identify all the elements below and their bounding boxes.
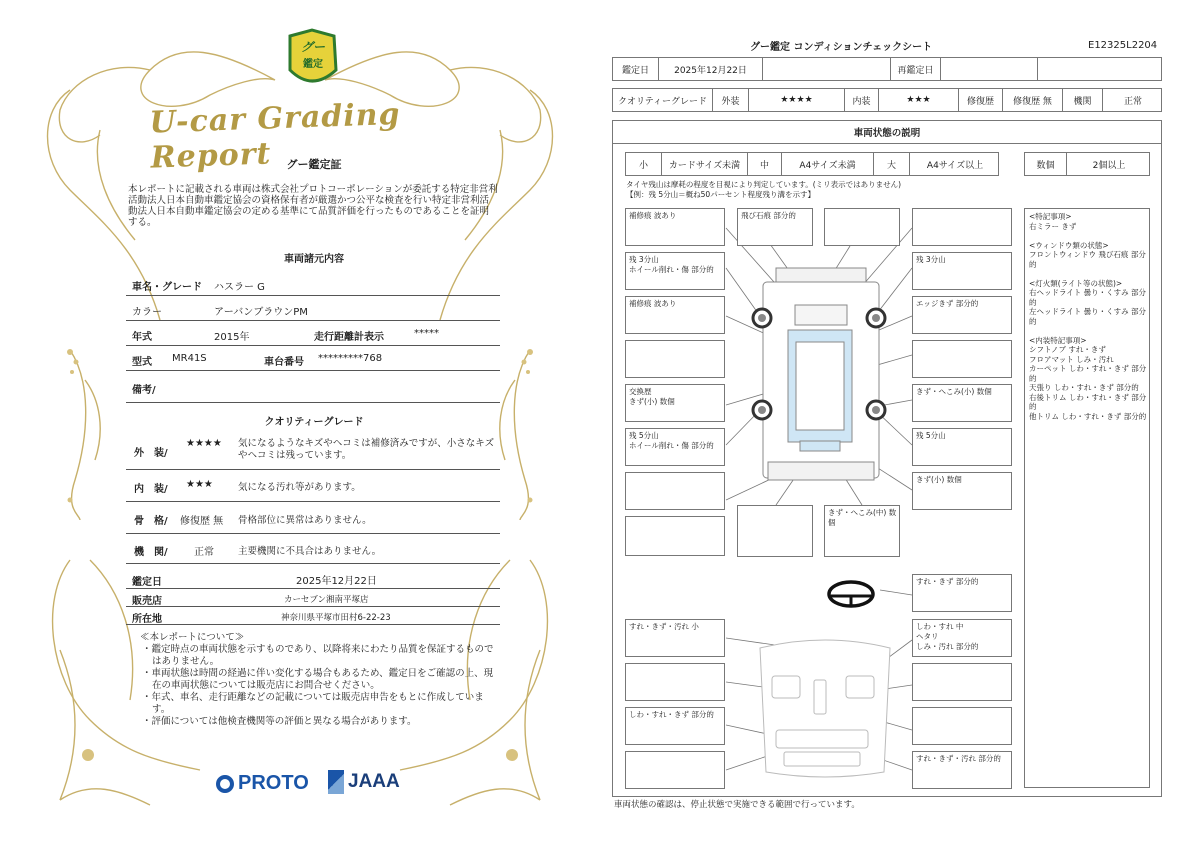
- dealer-value: カーセブン湘南平塚店: [284, 595, 369, 605]
- int-box-left-3: [625, 707, 725, 745]
- repair-label: 修復歴: [959, 89, 1003, 111]
- ext-box-left-3: [625, 296, 725, 334]
- jaaa-logo-text: JAAA: [348, 771, 400, 792]
- report-script-title: U-car Grading Report: [148, 96, 402, 176]
- badge-line1: グー: [300, 40, 325, 54]
- quality-row-frame: [126, 502, 500, 534]
- remarks-label: 備考/: [132, 385, 156, 396]
- ext-box-left-1: [625, 208, 725, 246]
- quality-row-engine: [126, 534, 500, 564]
- ext-box-left-4: [625, 340, 725, 378]
- ext-box-text: 交換歴 きず(小) 数個: [629, 387, 675, 406]
- count-label: 数個: [1025, 153, 1067, 175]
- note-item: ・鑑定時点の車両状態を示すものであり、以降将来にわたり品質を保証するものではありません。: [142, 644, 494, 667]
- proto-mark-icon: [216, 775, 234, 793]
- count-desc: 2個以上: [1092, 160, 1126, 171]
- appraisal-date-label: 鑑定日: [132, 577, 162, 588]
- ext-box-left-2: [625, 252, 725, 290]
- condition-check-sheet: [600, 0, 1200, 848]
- int-box-text: すれ・きず 部分的: [916, 577, 979, 586]
- interior-stars: ★★★: [186, 479, 213, 490]
- reappraisal-label: 再鑑定日: [891, 58, 941, 80]
- name-value: ハスラー G: [214, 282, 265, 293]
- tire-note-2: 【例：残 5分山＝概ね50パーセント程度残り溝を示す】: [626, 190, 816, 199]
- ext-box-text: きず(小) 数個: [916, 475, 962, 484]
- ext-box-top-3: [824, 208, 900, 246]
- size-small-desc: カードサイズ未満: [662, 153, 748, 175]
- year-value: 2015年: [214, 332, 250, 343]
- color-label: カラー: [132, 307, 162, 318]
- int-value: ★★★: [879, 89, 959, 111]
- engine-text: 主要機関に不具合はありません。: [238, 546, 382, 557]
- ext-box-right-5: [912, 384, 1012, 422]
- year-label: 年式: [132, 332, 152, 343]
- ext-box-text: 残 3分山 ホイール削れ・傷 部分的: [629, 255, 714, 274]
- jaaa-mark-icon: [328, 770, 344, 794]
- engine-label: 機 関/: [134, 547, 168, 558]
- note-item: ・年式、車名、走行距離などの記載については販売店申告をもとに作成しています。: [142, 692, 484, 715]
- ext-box-right-1: [912, 208, 1012, 246]
- ext-box-text: きず・へこみ(中) 数個: [828, 508, 897, 527]
- mileage-value: *****: [414, 328, 439, 339]
- int-box-left-1: [625, 619, 725, 657]
- spec-row-color: [126, 296, 500, 321]
- ext-box-right-3: [912, 296, 1012, 334]
- quality-row-interior: [126, 470, 500, 502]
- specs-title: 車両諸元内容: [284, 254, 344, 265]
- condition-title: 車両状態の説明: [612, 120, 1162, 144]
- size-large-desc: A4サイズ以上: [926, 160, 984, 171]
- chassis-value: *********768: [318, 353, 383, 364]
- frame-text: 骨格部位に異常はありません。: [238, 515, 372, 526]
- int-box-right-3: [912, 707, 1012, 745]
- int-box-text: すれ・きず・汚れ 小: [629, 622, 699, 631]
- grade-label: クオリティーグレード: [613, 89, 713, 111]
- notes-title: ≪本レポートについて≫: [140, 632, 245, 643]
- int-box-steering: [912, 574, 1012, 612]
- note-item: ・評価については他検査機関等の評価と異なる場合があります。: [142, 716, 417, 727]
- spec-row-model: [126, 346, 500, 371]
- appraisal-date-row: [126, 568, 500, 589]
- date-value: 2025年12月22日: [659, 58, 763, 80]
- ext-box-right-7: [912, 472, 1012, 510]
- jaaa-logo: [328, 770, 400, 794]
- int-box-right-4: [912, 751, 1012, 789]
- report-notes: [140, 632, 500, 728]
- interior-text: 気になる汚れ等があります。: [238, 482, 361, 493]
- certificate-title: グー鑑定証: [286, 158, 342, 171]
- quality-title: クオリティーグレード: [264, 417, 364, 428]
- ext-box-bottom-2: [737, 505, 813, 557]
- ext-box-text: 飛び石痕 部分的: [741, 211, 796, 220]
- mileage-label: 走行距離計表示: [314, 332, 384, 343]
- goo-badge: [292, 38, 334, 70]
- frame-label: 骨 格/: [134, 516, 168, 527]
- special-notes-panel: [1024, 208, 1150, 788]
- ext-box-right-4: [912, 340, 1012, 378]
- repair-value: 修復歴 無: [1003, 89, 1063, 111]
- int-box-left-2: [625, 663, 725, 701]
- badge-line2: 鑑定: [303, 59, 323, 70]
- ext-box-text: 補修痕 波あり: [629, 299, 677, 308]
- model-value: MR41S: [172, 353, 207, 364]
- ext-value: ★★★★: [749, 89, 845, 111]
- proto-logo: [216, 772, 309, 795]
- ext-box-text: きず・へこみ(小) 数個: [916, 387, 992, 396]
- size-small: 小: [626, 153, 662, 175]
- spec-row-remarks: [126, 371, 500, 403]
- ext-box-text: 残 5分山: [916, 431, 946, 440]
- ext-box-bottom-1: [625, 516, 725, 556]
- size-mid: 中: [748, 153, 782, 175]
- address-value: 神奈川県平塚市田村6-22-23: [281, 613, 391, 623]
- engine-value-r: 正常: [1123, 96, 1142, 107]
- exterior-stars: ★★★★: [186, 438, 222, 449]
- ext-box-right-2: [912, 252, 1012, 290]
- interior-label: 内 装/: [134, 484, 168, 495]
- date-label: 鑑定日: [613, 58, 659, 80]
- engine-label-r: 機関: [1063, 89, 1103, 111]
- appraisal-date-value: 2025年12月22日: [296, 576, 377, 587]
- address-label: 所在地: [132, 614, 162, 625]
- int-box-right-2: [912, 663, 1012, 701]
- special-notes-text: <特記事項> 右ミラー きず <ウィンドウ類の状態> フロントウィンドウ 飛び石痕 部分的 <灯火類(ライト等の状態)> 右ヘッドライト 曇り・くすみ 部分的 左ヘッドライト 曇り・くすみ 部分的 <内装特記事項> シフトノブ すれ・きず フロアマット しみ・汚れ カーペット しわ・すれ・きず 部分的 天張り しわ・すれ・きず 部分的 右後トリム しわ・すれ・きず 部分的 他トリム しわ・すれ・きず 部分的: [1029, 212, 1147, 421]
- sheet-title: グー鑑定 コンディションチェックシート: [750, 42, 933, 53]
- ext-box-left-6: [625, 428, 725, 466]
- certificate-intro: 本レポートに記載される車両は株式会社プロトコーポレーションが委託する特定非営利活動法人日本自動車鑑定協会の資格保有者が厳選かつ公平な検査を行い特定非営利活動法人日本自動車鑑定協会の定める基準にて品質評価を行ったものであることを証明する。: [128, 184, 498, 228]
- int-box-right-1: [912, 619, 1012, 657]
- int-label: 内装: [845, 89, 879, 111]
- model-label: 型式: [132, 357, 152, 368]
- ext-box-right-6: [912, 428, 1012, 466]
- engine-value: 正常: [194, 547, 214, 558]
- spec-row-year: [126, 321, 500, 346]
- int-box-left-4: [625, 751, 725, 789]
- size-mid-desc: A4サイズ未満: [782, 153, 874, 175]
- ext-box-left-7: [625, 472, 725, 510]
- ext-box-bottom-3: [824, 505, 900, 557]
- ext-box-text: 残 3分山: [916, 255, 946, 264]
- color-value: アーバンブラウンPM: [214, 307, 308, 318]
- int-box-text: すれ・きず・汚れ 部分的: [916, 754, 1001, 763]
- quality-row-exterior: [126, 432, 500, 470]
- ext-label: 外装: [713, 89, 749, 111]
- sheet-id: E12325L2204: [1088, 40, 1158, 51]
- address-row: [126, 607, 500, 625]
- int-box-text: しわ・すれ 中 ヘタリ しみ・汚れ 部分的: [916, 622, 979, 651]
- exterior-label: 外 装/: [134, 448, 168, 459]
- size-large: 大: [874, 153, 910, 175]
- sheet-footer: 車両状態の確認は、停止状態で実施できる範囲で行っています。: [614, 800, 860, 810]
- proto-logo-text: PROTO: [238, 772, 309, 794]
- note-item: ・車両状態は時間の経過に伴い変化する場合もあるため、鑑定日をご確認の上、現在の車両状態については販売店にお問合せください。: [142, 668, 494, 691]
- ext-box-text: エッジきず 部分的: [916, 299, 979, 308]
- ext-box-text: 残 5分山 ホイール削れ・傷 部分的: [629, 431, 714, 450]
- dealer-row: [126, 589, 500, 607]
- tire-note-1: タイヤ残山は摩耗の程度を目視により判定しています。(ミリ表示ではありません): [626, 180, 902, 189]
- name-label: 車名・グレード: [132, 282, 202, 293]
- dealer-label: 販売店: [132, 596, 162, 607]
- spec-row-name: [126, 271, 500, 296]
- ext-box-left-5: [625, 384, 725, 422]
- ext-box-top-2: [737, 208, 813, 246]
- ext-box-text: 補修痕 波あり: [629, 211, 677, 220]
- frame-value: 修復歴 無: [180, 516, 224, 527]
- chassis-label: 車台番号: [264, 357, 304, 368]
- int-box-text: しわ・すれ・きず 部分的: [629, 710, 714, 719]
- exterior-text: 気になるようなキズやヘコミは補修済みですが、小さなキズやヘコミは残っています。: [238, 438, 495, 461]
